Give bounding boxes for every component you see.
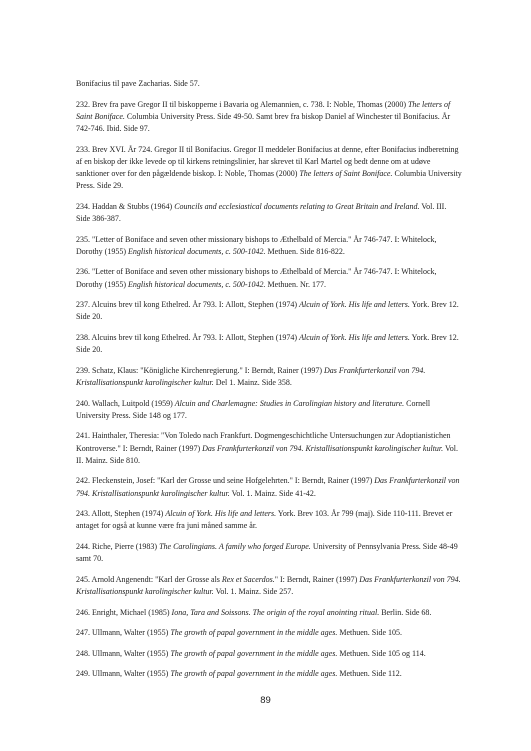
endnote — [76, 201, 462, 225]
endnote-text: Methuen. Side 105. — [337, 628, 403, 638]
endnote-text: Methuen. Side 112. — [337, 669, 402, 679]
endnote — [76, 144, 462, 193]
endnote-text: 247. Ullmann, Walter (1955) — [76, 628, 171, 638]
endnote — [76, 234, 462, 258]
endnote-text: Del 1. Mainz. Side 358. — [213, 377, 292, 387]
endnote-title: Das Frankfurterkonzil von 794. Kristallisationspunkt karolingischer kultur. — [202, 443, 444, 453]
endnote — [76, 332, 462, 356]
endnote-text: 236. "Letter of Boniface and seven other missionary bishops to Æthelbald of Mercia." År 746-747. I: Whitelock, Dorothy (1955) — [76, 267, 437, 289]
endnote-text: 248. Ullmann, Walter (1955) — [76, 648, 171, 658]
endnote-title: Alcuin of York. His life and letters. — [299, 300, 410, 310]
endnote-text: 232. Brev fra pave Gregor II til biskopperne i Bavaria og Alemannien, c. 738. I: Noble, Thomas (2000) — [76, 99, 408, 109]
endnote — [76, 541, 462, 565]
endnote-title: Councils and ecclesiastical documents relating to Great Britain and Ireland. — [174, 201, 420, 211]
endnote-title: Rex et Sacerdos. — [221, 574, 275, 584]
endnote-title: The growth of papal government in the middle ages. — [170, 648, 338, 658]
endnote — [76, 627, 462, 639]
endnote — [76, 668, 462, 680]
endnote-text: Vol. III. Side 386-387. — [76, 201, 447, 223]
page-number: 89 — [260, 695, 271, 706]
endnote-title: The letters of Saint Boniface. — [76, 99, 451, 121]
endnote-text: Vol. 1. Mainz. Side 257. — [213, 586, 294, 596]
endnote-text: 237. Alcuins brev til kong Ethelred. År 793. I: Allott, Stephen (1974) — [76, 300, 300, 310]
endnote-text: 235. "Letter of Boniface and seven other missionary bishops to Æthelbald of Mercia." År 746-747. I: Whitelock, Dorothy (1955) — [76, 234, 437, 256]
endnote-text: 238. Alcuins brev til kong Ethelred. År 793. I: Allott, Stephen (1974) — [76, 332, 300, 342]
endnote-text: 243. Allott, Stephen (1974) — [76, 509, 166, 519]
endnote-title: Iona, Tara and Soissons. The origin of the royal anointing ritual. — [171, 607, 380, 617]
endnote-text: University of Pennsylvania Press. Side 48-49 samt 70. — [76, 541, 458, 564]
endnote — [76, 78, 462, 90]
endnote-text: Vol. 1. Mainz. Side 41-42. — [229, 488, 316, 498]
endnote-text: 242. Fleckenstein, Josef: "Karl der Grosse und seine Hofgelehrten." I: Berndt, Rainer (1997) — [76, 476, 375, 486]
endnote-title: Das Frankfurterkonzil von 794. Kristallisationspunkt karolingischer kultur. — [76, 476, 460, 498]
endnote-text: 240. Wallach, Luitpold (1959) — [76, 398, 175, 408]
endnote-title: Alcuin of York. His life and letters. — [165, 509, 277, 519]
endnote-title: The growth of papal government in the middle ages. — [170, 628, 338, 638]
endnotes-list — [76, 78, 462, 689]
endnote-text: Bonifacius til pave Zacharias. Side 57. — [76, 79, 200, 88]
endnote-text: 234. Haddan & Stubbs (1964) — [76, 201, 175, 211]
endnote-text: 233. Brev XVI. År 724. Gregor II til Bonifacius. Gregor II meddeler Bonifacius at denne, efter Bonifacius indberetning af en biskop der ikke levede op til kirkens retningslinier, har skrevet til Karl Martel og bedt denne om at udøve sanktioner over for den pågældende biskop. I: Noble, Thomas (2000) — [76, 144, 459, 178]
endnote-title: English historical documents, c. 500-1042. — [128, 246, 266, 256]
endnote — [76, 99, 462, 136]
endnote-text: 244. Riche, Pierre (1983) — [76, 541, 160, 551]
endnote-text: 239. Schatz, Klaus: "Königliche Kirchenregierung." I: Berndt, Rainer (1997) — [76, 365, 325, 375]
endnote — [76, 508, 462, 532]
endnote — [76, 398, 462, 422]
endnote-text: Methuen. Nr. 177. — [265, 279, 326, 289]
endnote-title: English historical documents, c. 500-1042. — [128, 279, 266, 289]
endnote-text: 245. Arnold Angenendt: "Karl der Grosse als — [76, 574, 222, 584]
endnote-text: Vol. II. Mainz. Side 810. — [76, 443, 458, 465]
endnote-text: York. Brev 12. Side 20. — [76, 300, 459, 322]
endnote-text: Columbia University Press. Side 29. — [76, 169, 462, 191]
endnote-text: 241. Hainthaler, Theresia: "Von Toledo nach Frankfurt. Dogmengeschichtliche Untersuchungen zur Adoptianistichen Kontroverse." I: Berndt, Rainer (1997) — [76, 431, 451, 453]
endnote-text: 249. Ullmann, Walter (1955) — [76, 669, 171, 679]
endnote-text: York. Brev 12. Side 20. — [76, 332, 459, 355]
endnote-text: 246. Enright, Michael (1985) — [76, 607, 172, 617]
endnote — [76, 648, 462, 660]
endnote-title: The Carolingians. A family who forged Europe. — [159, 541, 311, 551]
endnote-text: Berlin. Side 68. — [379, 607, 432, 617]
endnote — [76, 574, 462, 598]
endnote-title: Alcuin and Charlemagne: Studies in Carolingian history and literature. — [174, 398, 405, 408]
endnote-title: Das Frankfurterkonzil von 794. Kristallisationspunkt karolingischer kultur. — [76, 365, 426, 387]
endnote-title: Alcuin of York. His life and letters. — [299, 332, 410, 342]
endnote-title: The growth of papal government in the middle ages. — [170, 669, 338, 679]
endnote-title: Das Frankfurterkonzil von 794. Kristallisationspunkt karolingischer kultur. — [76, 574, 461, 596]
endnote-text: Columbia University Press. Side 49-50. Samt brev fra biskop Daniel af Winchester til Bonifacius. År 742-746. Ibid. Side 97. — [76, 111, 451, 133]
endnote — [76, 299, 462, 323]
endnote — [76, 365, 462, 389]
endnote — [76, 266, 462, 290]
endnote-text: " I: Berndt, Rainer (1997) — [274, 574, 360, 584]
endnote — [76, 475, 462, 499]
endnote-text: Cornell University Press. Side 148 og 177. — [76, 398, 431, 420]
endnote — [76, 430, 462, 467]
endnote-text: Methuen. Side 816-822. — [265, 246, 345, 256]
endnote-text: Methuen. Side 105 og 114. — [337, 648, 426, 658]
endnote-title: The letters of Saint Boniface. — [299, 169, 393, 178]
endnote-text: York. Brev 103. År 799 (maj). Side 110-111. Brevet er antaget for også at kunne være fra juni måned samme år. — [76, 509, 453, 531]
endnote — [76, 607, 462, 619]
